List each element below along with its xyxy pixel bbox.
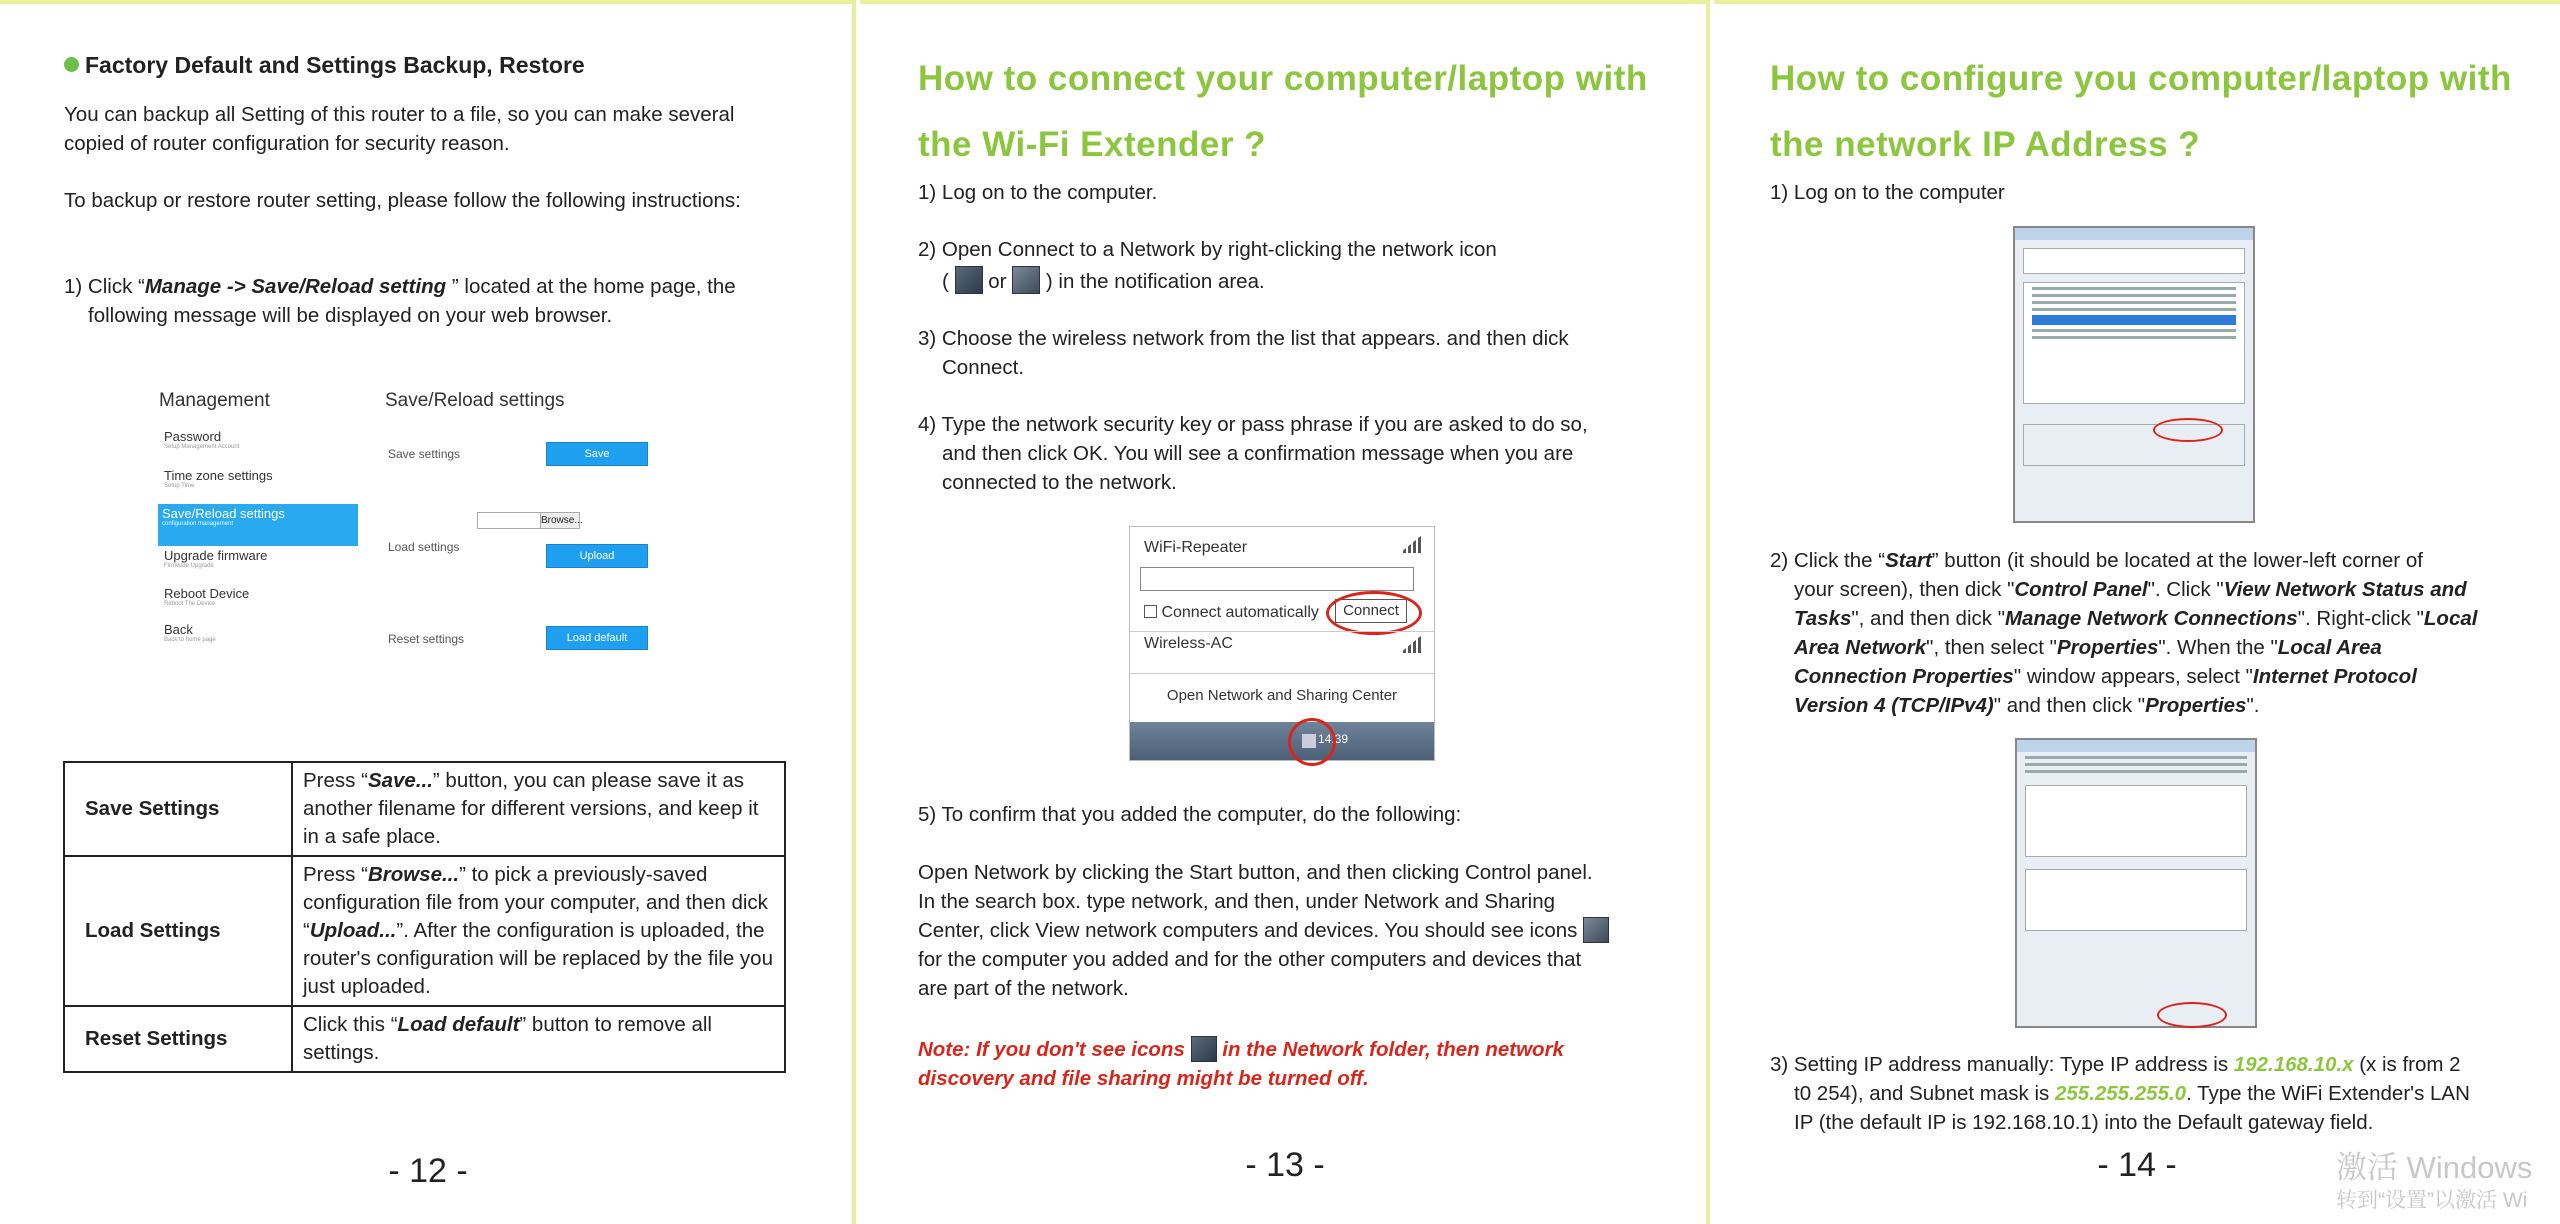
security-key-field <box>1140 567 1414 591</box>
connect-automatically-row: Connect automatically <box>1144 604 1319 622</box>
step-4-line-2: and then click OK. You will see a confirmation message when you are <box>942 442 1574 465</box>
page-12 <box>0 0 856 1224</box>
intro-line-2: copied of router configuration for security reason. <box>64 132 510 155</box>
settings-table <box>63 761 786 1073</box>
dialog-titlebar <box>2017 740 2255 752</box>
table-row <box>64 856 785 1006</box>
ipv4-properties-screenshot <box>2015 738 2257 1028</box>
menu-item-upgrade: Upgrade firmware Firmware Upgrade <box>164 548 268 569</box>
step-3-line-1: 3) Choose the wireless network from the list that appears. and then dick <box>918 327 1569 350</box>
confirm-line-2: In the search box. type network, and then, under Network and Sharing <box>918 890 1556 913</box>
step-2-line-2: ( or ) in the notification area. <box>942 266 1265 296</box>
menu-item-timezone: Time zone settings Setup Time <box>164 468 273 489</box>
page-14-title-line-2: the network IP Address ? <box>1770 125 2201 164</box>
step-5: 5) To confirm that you added the computer, do the following: <box>918 803 1462 826</box>
divider <box>1130 673 1434 674</box>
step-2-line-4: Area Network", then select "Properties". When the "Local Area <box>1794 636 2382 659</box>
step-3-line-1: 3) Setting IP address manually: Type IP address is 192.168.10.x (x is from 2 <box>1770 1053 2461 1076</box>
reset-settings-label: Reset settings <box>388 632 465 646</box>
wifi-popup-screenshot <box>1129 526 1435 761</box>
menu-item-password: Password Setup Management Account <box>164 429 240 450</box>
highlight-circle <box>2157 1002 2227 1028</box>
windows-activation-watermark: 激活 Windows <box>2336 1150 2533 1185</box>
page-14-title-line-1: How to configure you computer/laptop with <box>1770 59 2512 98</box>
lan-properties-screenshot <box>2013 226 2255 523</box>
save-settings-key: Save Settings <box>64 762 292 856</box>
reset-settings-key: Reset Settings <box>64 1006 292 1072</box>
confirm-line-4: for the computer you added and for the other computers and devices that <box>918 948 1582 971</box>
upload-button: Upload <box>546 544 648 568</box>
note-line-2: discovery and file sharing might be turned off. <box>918 1067 1369 1090</box>
step-2-line-3: Tasks", and then dick "Manage Network Connections". Right-click "Local <box>1794 607 2478 630</box>
confirm-line-5: are part of the network. <box>918 977 1129 1000</box>
load-settings-desc: Press “Browse...” to pick a previously-saved configuration file from your computer, and then dick “Upload...”. After the configuration is uploaded, the router's configuration will be replaced by the file you just uploaded. <box>292 856 785 1006</box>
dialog-titlebar <box>2015 228 2253 240</box>
highlight-circle <box>1288 718 1336 766</box>
step-3-line-3: IP (the default IP is 192.168.10.1) into the Default gateway field. <box>1794 1111 2374 1134</box>
taskbar-clock: 14:39 <box>1318 732 1349 746</box>
signal-strength-icon <box>1400 535 1422 553</box>
divider <box>1130 631 1434 632</box>
ip-fields <box>2025 785 2247 857</box>
menu-item-back: Back Back to home page <box>164 622 216 643</box>
network-name-wifi-repeater: WiFi-Repeater <box>1144 539 1248 556</box>
step-2-line-5: Connection Properties" window appears, select "Internet Protocol <box>1794 665 2417 688</box>
save-settings-desc: Press “Save...” button, you can please save it as another filename for different versions, and keep it in a safe place. <box>292 762 785 856</box>
page-14 <box>1714 0 2560 1224</box>
load-default-button: Load default <box>546 626 648 650</box>
step-4-line-3: connected to the network. <box>942 471 1177 494</box>
save-settings-label: Save settings <box>388 447 461 461</box>
items-list <box>2023 282 2245 404</box>
management-title: Management <box>159 390 270 411</box>
step-1: 1) Log on to the computer <box>1770 181 2005 204</box>
menu-item-reboot: Reboot Device Reboot The Device <box>164 586 250 607</box>
page-number-14: - 14 - <box>2097 1146 2177 1184</box>
windows-activation-hint: 转到“设置”以激活 Wi <box>2336 1189 2528 1212</box>
step-1-line-1: 1) Click “Manage -> Save/Reload setting ” located at the home page, the <box>64 275 736 298</box>
wired-network-icon <box>1012 266 1040 294</box>
step-2-line-1: 2) Click the “Start” button (it should be located at the lower-left corner of <box>1770 549 2423 572</box>
save-button: Save <box>546 442 648 466</box>
network-icon <box>1191 1036 1217 1062</box>
intro-line-1: You can backup all Setting of this router to a file, so you can make several <box>64 103 735 126</box>
highlight-circle <box>1326 591 1422 635</box>
open-network-center-link: Open Network and Sharing Center <box>1166 687 1398 704</box>
instructions-line: To backup or restore router setting, please follow the following instructions: <box>64 189 741 212</box>
table-row <box>64 762 785 856</box>
page-13-title-line-2: the Wi-Fi Extender ? <box>918 125 1267 164</box>
step-1-line-2: following message will be displayed on your web browser. <box>88 304 613 327</box>
selected-ipv4-item <box>2032 315 2236 325</box>
step-2-line-2: your screen), then dick "Control Panel". Click "View Network Status and <box>1794 578 2467 601</box>
confirm-line-1: Open Network by clicking the Start button, and then clicking Control panel. <box>918 861 1593 884</box>
signal-strength-icon <box>1400 635 1422 653</box>
page-number-13: - 13 - <box>1245 1146 1325 1184</box>
taskbar <box>1130 722 1434 760</box>
computer-icon <box>1583 917 1609 943</box>
confirm-line-3: Center, click View network computers and devices. You should see icons <box>918 916 1609 945</box>
page-13 <box>860 0 1710 1224</box>
page-number-12: - 12 - <box>388 1152 468 1190</box>
network-name-wireless-ac: Wireless-AC <box>1144 635 1233 652</box>
load-settings-label: Load settings <box>388 540 460 554</box>
page-13-title-line-1: How to connect your computer/laptop with <box>918 59 1648 98</box>
checkbox-icon <box>1144 605 1157 618</box>
table-row <box>64 1006 785 1072</box>
step-3-line-2: Connect. <box>942 356 1025 379</box>
connect-button: Connect <box>1335 599 1407 623</box>
step-3-line-2: t0 254), and Subnet mask is 255.255.255.0. Type the WiFi Extender's LAN <box>1794 1082 2470 1105</box>
section-heading: Factory Default and Settings Backup, Restore <box>64 52 585 79</box>
note-line-1: Note: If you don't see icons in the Network folder, then network <box>918 1038 1564 1061</box>
save-reload-title: Save/Reload settings <box>385 390 565 411</box>
wireless-network-icon <box>955 266 983 294</box>
management-screenshot <box>150 376 710 666</box>
step-2-line-6: Version 4 (TCP/IPv4)" and then click "Properties". <box>1794 694 2260 717</box>
browse-button: Browse... <box>540 512 580 529</box>
step-4-line-1: 4) Type the network security key or pass phrase if you are asked to do so, <box>918 413 1588 436</box>
step-2-line-1: 2) Open Connect to a Network by right-clicking the network icon <box>918 238 1497 261</box>
load-settings-key: Load Settings <box>64 856 292 1006</box>
step-1: 1) Log on to the computer. <box>918 181 1158 204</box>
reset-settings-desc: Click this “Load default” button to remove all settings. <box>292 1006 785 1072</box>
highlight-circle <box>2153 418 2223 442</box>
dns-fields <box>2025 869 2247 931</box>
menu-item-save-reload: Save/Reload settings configuration management <box>158 504 358 546</box>
adapter-field <box>2023 248 2245 274</box>
bullet-dot-icon <box>64 57 79 72</box>
